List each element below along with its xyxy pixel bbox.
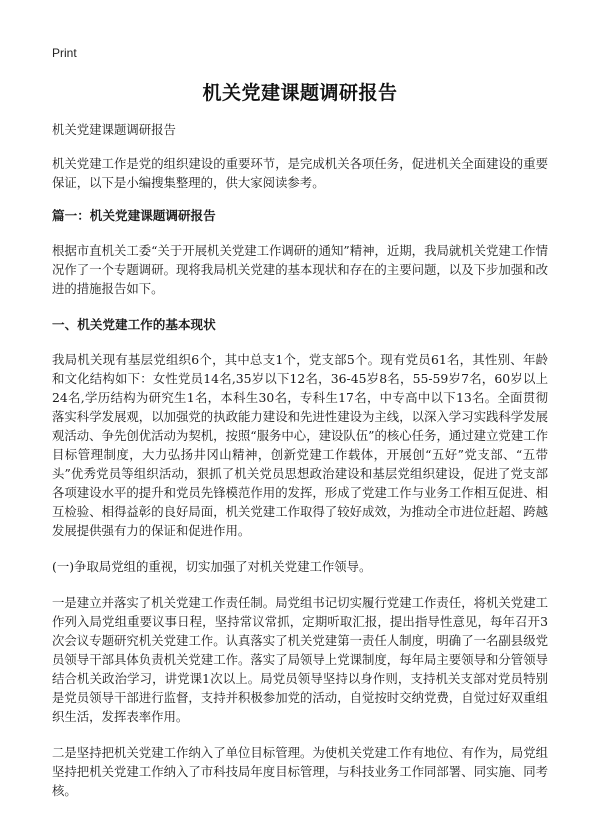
subsection1-heading: (一)争取局党组的重视，切实加强了对机关党建工作领导。 <box>52 559 372 574</box>
document-body <box>52 120 548 817</box>
section1-heading: 一、机关党建工作的基本现状 <box>52 317 216 332</box>
section1-body-paragraph: 我局机关现有基层党组织6个，其中总支1个，党支部5个。现有党员61名，其性别、年龄和文化结构如下：女性党员14名,35岁以下12名，36-45岁8名，55-59岁7名，60岁以上24名,学历结构为研究生1名，本科生30名，专科生17名，中专高中以下13名。全面贯彻落实科学发展观，以加强党的执政能力建设和先进性建设为主线，以深入学习实践科学发展观活动、争先创优活动为契机，按照“服务中心，建设队伍”的核心任务，通过建立党建工作目标管理制度，大力弘扬井冈山精神，创新党建工作载体，开展创“五好”党支部、“五带头”优秀党员等组织活动，狠抓了机关党员思想政治建设和基层党组织建设，促进了党支部各项建设水平的提升和党员先锋模范作用的发挥，形成了党建工作与业务工作相互促进、相互检验、相得益彰的良好局面，机关党建工作取得了较好成效，为推动全市进位赶超、跨越发展提供强有力的保证和促进作用。 <box>52 352 548 538</box>
part1-intro-paragraph: 根据市直机关工委“关于开展机关党建工作调研的通知”精神，近期，我局就机关党建工作情况作了一个专题调研。现将我局机关党建的基本现状和存在的主要问题，以及下步加强和改进的措施报告如下。 <box>52 243 548 296</box>
print-link[interactable]: Print <box>52 46 77 60</box>
intro-paragraph: 机关党建工作是党的组织建设的重要环节，是完成机关各项任务，促进机关全面建设的重要保证，以下是小编搜集整理的，供大家阅读参考。 <box>52 156 548 190</box>
part1-heading: 篇一：机关党建课题调研报告 <box>52 208 216 223</box>
point2-paragraph: 二是坚持把机关党建工作纳入了单位目标管理。为使机关党建工作有地位、有作为，局党组坚持把机关党建工作纳入了市科技局年度目标管理，与科技业务工作同部署、同实施、同考核。 <box>52 745 548 798</box>
page-title: 机关党建课题调研报告 <box>202 82 398 104</box>
document-subtitle: 机关党建课题调研报告 <box>52 122 176 137</box>
point1-paragraph: 一是建立并落实了机关党建工作责任制。局党组书记切实履行党建工作责任，将机关党建工作列入局党组重要议事日程，坚持常议常抓，定期听取汇报，提出指导性意见，每年召开3次会议专题研究机关党建工作。认真落实了机关党建第一责任人制度，明确了一名副县级党员领导干部具体负责机关党建工作。落实了局领导上党课制度，每年局主要领导和分管领导结合机关政治学习，讲党课1次以上。局党员领导坚持以身作则，支持机关支部对党员特别是党员领导干部进行监督，支持并积极参加党的活动，自觉按时交纳党费，自觉过好双重组织生活，发挥表率作用。 <box>52 595 548 724</box>
